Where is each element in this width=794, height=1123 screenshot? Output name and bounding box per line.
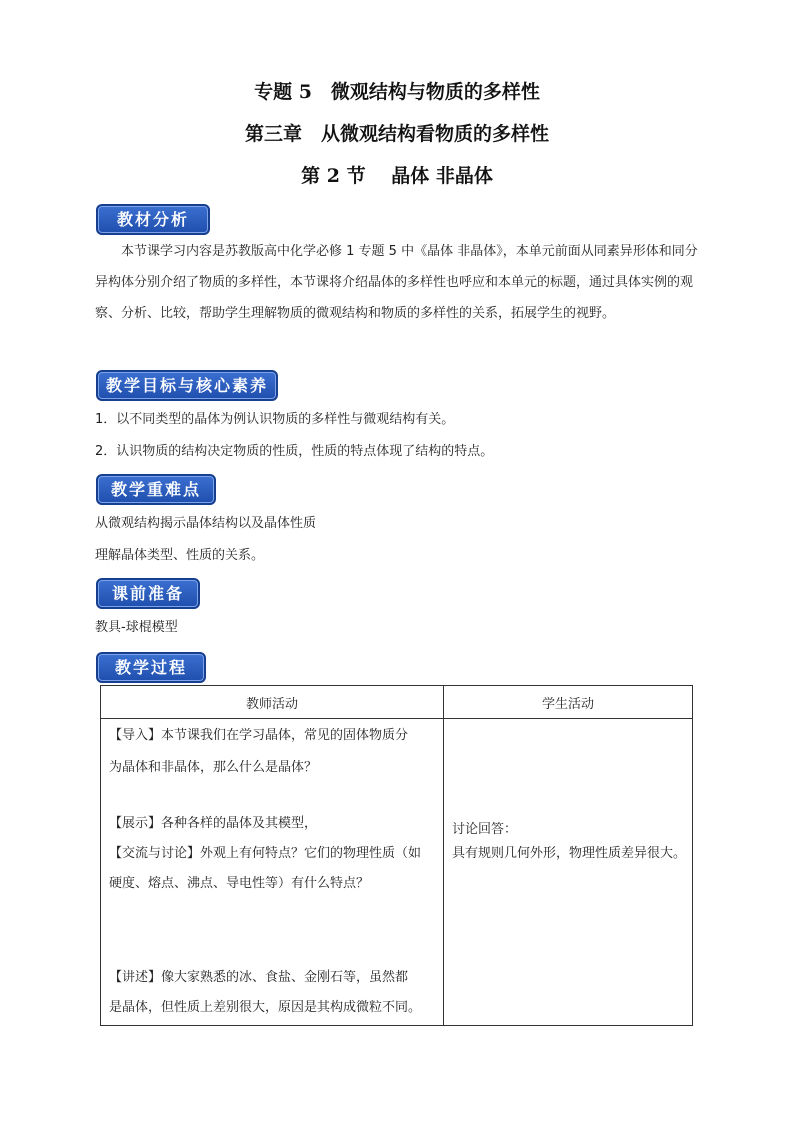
teacher-line-discuss-1: 【交流与讨论】外观上有何特点？它们的物理性质（如: [109, 846, 422, 861]
section-title: 第 2 节 晶体 非晶体: [301, 165, 493, 187]
goal-item-2: 2．认识物质的结构决定物质的性质，性质的特点体现了结构的特点。: [95, 444, 494, 459]
section-badge-goals: 教学目标与核心素养: [96, 370, 278, 401]
goal-item-1: 1．以不同类型的晶体为例认识物质的多样性与微观结构有关。: [95, 412, 455, 427]
header-student-activity: 学生活动: [444, 686, 693, 719]
teacher-line-show: 【展示】各种各样的晶体及其模型，: [109, 816, 318, 831]
teacher-activity-cell: [101, 719, 444, 1026]
teacher-line-intro-2: 为晶体和非晶体，那么什么是晶体？: [109, 760, 318, 775]
section-badge-process: 教学过程: [96, 652, 206, 683]
table-header-row: [101, 686, 693, 719]
table-row: [101, 719, 693, 1026]
section-badge-prep: 课前准备: [96, 578, 200, 609]
teacher-line-discuss-2: 硬度、熔点、沸点、导电性等）有什么特点？: [109, 876, 370, 891]
section-badge-analysis: 教材分析: [96, 204, 210, 235]
prep-text: 教具-球棍模型: [95, 620, 178, 635]
analysis-paragraph: 本节课学习内容是苏教版高中化学必修 1 专题 5 中《晶体 非晶体》，本单元前面从同素异形体和同分异构体分别介绍了物质的多样性，本节课将介绍晶体的多样性也呼应和本单元的标题，通过具体实例的观察、分析、比较，帮助学生理解物质的微观结构和物质的多样性的关系，拓展学生的视野。: [95, 244, 698, 321]
student-line-2: 具有规则几何外形，物理性质差异很大。: [452, 846, 687, 861]
student-activity-cell: [444, 719, 693, 1026]
teacher-line-intro-1: 【导入】本节课我们在学习晶体，常见的固体物质分: [109, 728, 409, 743]
process-table: [100, 685, 693, 1026]
chapter-title: 第三章 从微观结构看物质的多样性: [244, 123, 549, 145]
teacher-line-explain-2: 是晶体，但性质上差别很大，原因是其构成微粒不同。: [109, 1000, 422, 1015]
section-badge-keypoints: 教学重难点: [96, 474, 216, 505]
topic-title: 专题 5 微观结构与物质的多样性: [254, 81, 540, 103]
keypoint-item-1: 从微观结构揭示晶体结构以及晶体性质: [95, 516, 317, 531]
keypoint-item-2: 理解晶体类型、性质的关系。: [95, 548, 265, 563]
teacher-line-explain-1: 【讲述】像大家熟悉的冰、食盐、金刚石等，虽然都: [109, 970, 409, 985]
student-line-1: 讨论回答：: [452, 822, 518, 837]
header-teacher-activity: 教师活动: [101, 686, 444, 719]
